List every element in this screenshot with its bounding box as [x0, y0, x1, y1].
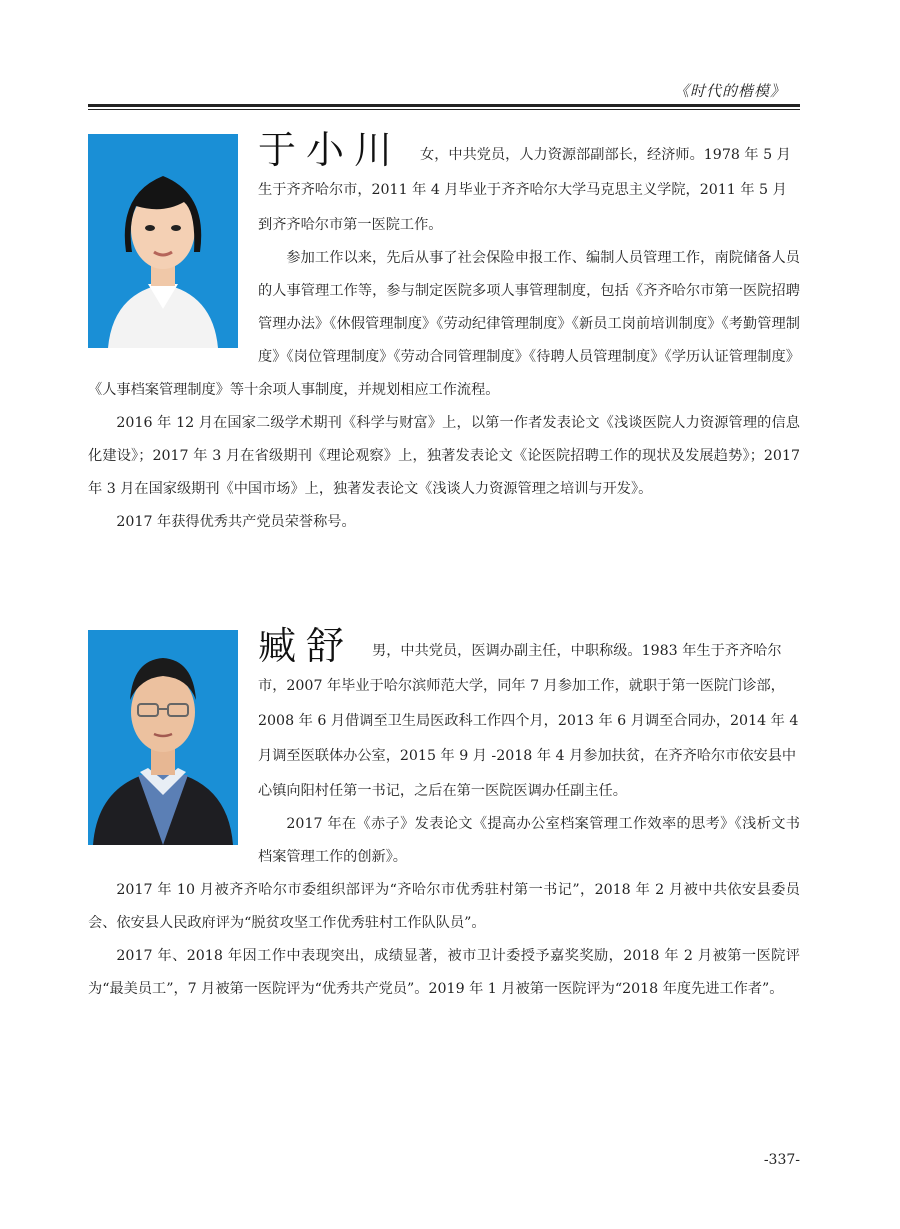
page-number: -337- — [763, 1152, 800, 1168]
running-header — [88, 78, 800, 108]
header-rule-thin — [88, 109, 800, 110]
portrait-photo — [88, 630, 238, 845]
profile-yu-xiaochuan — [88, 128, 800, 539]
person-name: 臧舒 — [258, 624, 355, 668]
person-name: 于小川 — [258, 128, 403, 172]
bio-paragraph: 2017 年获得优秀共产党员荣誉称号。 — [116, 514, 356, 530]
bio-paragraph: 2017 年 10 月被齐齐哈尔市委组织部评为“齐哈尔市优秀驻村第一书记”，2018 年 2 月被中共依安县委员会、依安县人民政府评为“脱贫攻坚工作优秀驻村工作队队员”。 — [88, 882, 800, 931]
intro-text: 女，中共党员，人力资源部副部长，经济师。1978 年 5 月生于齐齐哈尔市，2011 年 4 月毕业于齐齐哈尔大学马克思主义学院，2011 年 5 月到齐齐哈尔市第一医院工作。 — [258, 147, 791, 233]
portrait-photo — [88, 134, 238, 348]
bio-paragraph: 2017 年在《赤子》发表论文《提高办公室档案管理工作效率的思考》《浅析文书档案管理工作的创新》。 — [258, 816, 800, 865]
woman-portrait-illustration — [88, 134, 238, 348]
header-rule-thick — [88, 104, 800, 107]
intro-text: 男，中共党员，医调办副主任，中职称级。1983 年生于齐齐哈尔市，2007 年毕业于哈尔滨师范大学，同年 7 月参加工作，就职于第一医院门诊部，2008 年 6 月借调至卫生局医政科工作四个月，2013 年 6 月调至合同办，2014 年 4 月调至医联体办公室，2015 年 9 月 -2018 年 4 月参加扶贫，在齐齐哈尔市依安县中心镇向阳村任第一书记，之后在第一医院医调办任副主任。 — [258, 643, 799, 799]
man-portrait-illustration — [88, 630, 238, 845]
bio-paragraph: 参加工作以来，先后从事了社会保险申报工作、编制人员管理工作，南院储备人员的人事管理工作等，参与制定医院多项人事管理制度，包括《齐齐哈尔市第一医院招聘管理办法》《休假管理制度》《劳动纪律管理制度》《新员工岗前培训制度》《考勤管理制度》《岗位管理制度》《劳动合同管理制度》《待聘人员管理制度》《学历认证管理制度》《人事档案管理制度》等十余项人事制度，并规划相应工作流程。 — [88, 250, 800, 398]
profile-zang-shu — [88, 624, 800, 1006]
bio-paragraph: 2016 年 12 月在国家二级学术期刊《科学与财富》上，以第一作者发表论文《浅谈医院人力资源管理的信息化建设》；2017 年 3 月在省级期刊《理论观察》上，独著发表论文《论医院招聘工作的现状及发展趋势》；2017 年 3 月在国家级期刊《中国市场》上，独著发表论文《浅谈人力资源管理之培训与开发》。 — [88, 415, 800, 497]
book-title: 《时代的楷模》 — [673, 82, 786, 100]
bio-paragraph: 2017 年、2018 年因工作中表现突出，成绩显著，被市卫计委授予嘉奖奖励，2018 年 2 月被第一医院评为“最美员工”，7 月被第一医院评为“优秀共产党员”。2019 年 1 月被第一医院评为“2018 年度先进工作者”。 — [88, 948, 800, 997]
